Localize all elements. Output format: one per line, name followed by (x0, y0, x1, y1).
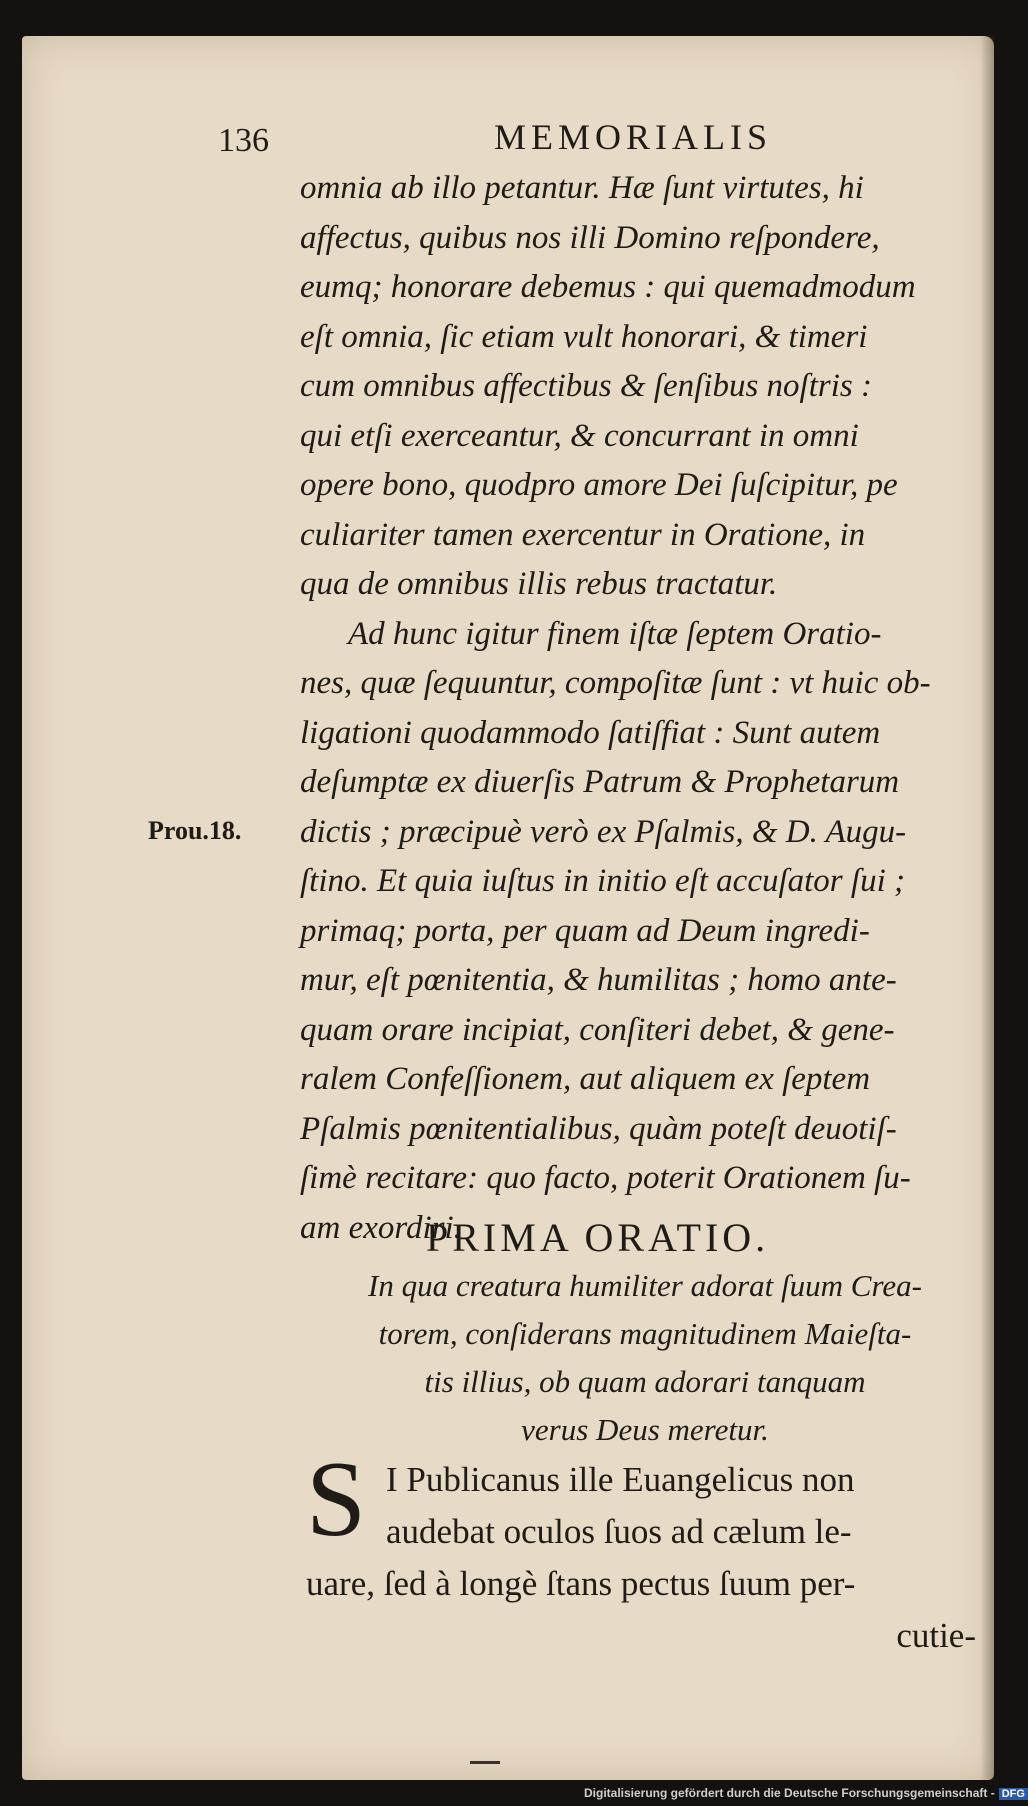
roman-line: I Publicanus ille Euangelicus non (386, 1460, 855, 1499)
ornament-dash (470, 1761, 500, 1764)
section-heading: PRIMA ORATIO. (426, 1215, 770, 1260)
subtitle-line: torem, conſiderans magnitudinem Maieſta- (378, 1316, 912, 1351)
roman-text (306, 1454, 996, 1662)
text-line: nes, quæ ſequuntur, compoſitæ ſunt : vt huic ob- (300, 665, 931, 701)
subtitle-line: tis illius, ob quam adorari tanquam (424, 1364, 866, 1399)
text-line: ligationi quodammodo ſatiſfiat : Sunt autem (300, 714, 881, 751)
text-line: deſumptæ ex diuerſis Patrum & Prophetarum (300, 764, 900, 800)
roman-line: uare, ſed à longè ſtans pectus ſuum per- (306, 1564, 856, 1603)
text-line: ſimè recitare: quo facto, poterit Orationem ſu- (300, 1160, 911, 1196)
text-line: Ad hunc igitur finem iſtæ ſeptem Oratio- (348, 615, 882, 652)
book-page (22, 36, 994, 1780)
text-line: ralem Confeſſionem, aut aliquem ex ſeptem (300, 1061, 871, 1097)
page-number: 136 (218, 122, 269, 159)
drop-cap: S (306, 1440, 367, 1559)
digitization-footer (584, 1786, 1028, 1800)
text-line: cum omnibus affectibus & ſenſibus noſtris : (300, 368, 872, 404)
dfg-logo: DFG (999, 1788, 1028, 1800)
text-line: eſt omnia, ſic etiam vult honorari, & timeri (300, 318, 868, 355)
text-line: omnia ab illo petantur. Hæ ſunt virtutes, hi (300, 170, 864, 206)
text-line: eumq; honorare debemus : qui quemadmodum (300, 269, 916, 305)
text-line: opere bono, quodpro amore Dei ſuſcipitur, pe (300, 467, 898, 503)
body-text (300, 164, 990, 1253)
text-line: Pſalmis pœnitentialibus, quàm poteſt deuotiſ- (300, 1110, 897, 1147)
text-line: culiariter tamen exercentur in Oratione, in (300, 516, 866, 553)
text-line: quam orare incipiat, conſiteri debet, & gene- (300, 1011, 895, 1048)
text-line: qua de omnibus illis rebus tractatur. (300, 566, 778, 602)
text-line: affectus, quibus nos illi Domino reſpondere, (300, 219, 880, 256)
running-title: MEMORIALIS (494, 117, 773, 157)
subtitle-line: verus Deus meretur. (521, 1412, 769, 1447)
text-line: primaq; porta, per quam ad Deum ingredi- (300, 912, 870, 949)
text-line: mur, eſt pœnitentia, & humilitas ; homo ante- (300, 962, 897, 998)
text-line: qui etſi exerceantur, & concurrant in omni (300, 417, 859, 454)
text-line: ſtino. Et quia iuſtus in initio eſt accuſator ſui ; (300, 863, 905, 899)
text-line: dictis ; præcipuè verò ex Pſalmis, & D. Augu- (300, 813, 907, 850)
margin-note: Prou.18. (148, 816, 242, 845)
roman-line: audebat oculos ſuos ad cælum le- (386, 1512, 852, 1551)
section-subtitle (300, 1262, 990, 1454)
footer-text: Digitalisierung gefördert durch die Deutsche Forschungsgemeinschaft - (584, 1786, 995, 1800)
subtitle-line: In qua creatura humiliter adorat ſuum Crea- (368, 1268, 922, 1303)
text-line: am exordiri. (300, 1209, 462, 1246)
roman-line: cutie- (896, 1616, 976, 1655)
